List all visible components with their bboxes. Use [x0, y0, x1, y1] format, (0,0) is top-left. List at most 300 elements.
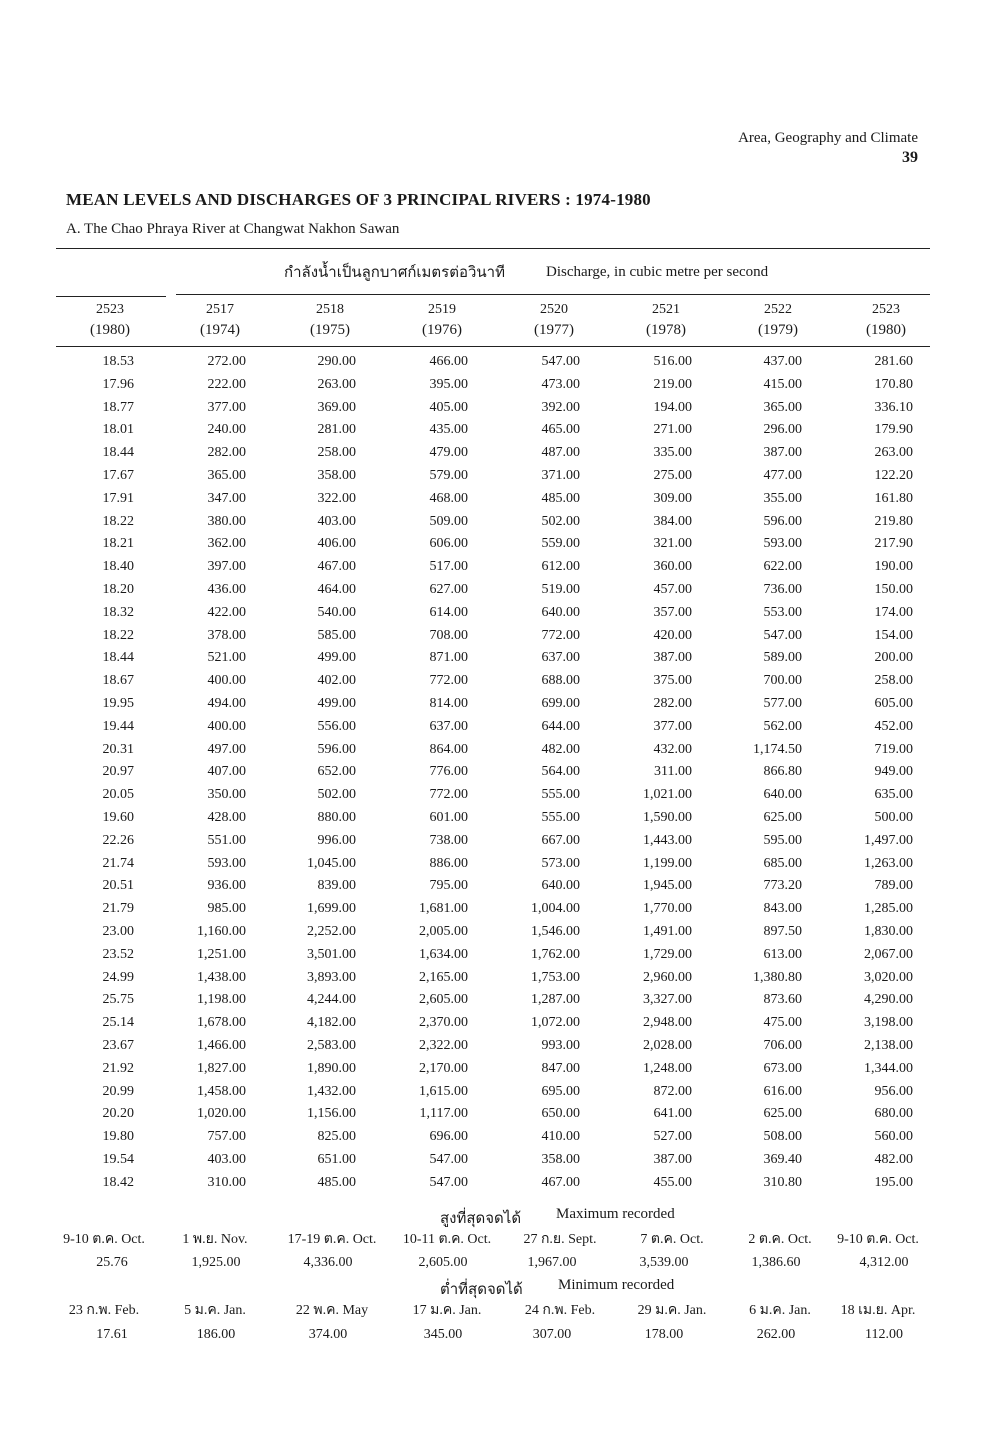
- maximum-value-cell: 2,605.00: [418, 1255, 468, 1270]
- discharge-cell: 839.00: [317, 878, 356, 894]
- level-cell: 18.42: [102, 1174, 134, 1190]
- discharge-cell: 502.00: [541, 513, 580, 529]
- minimum-label-thai: ต่ำที่สุดจดได้: [440, 1282, 523, 1298]
- discharge-cell: 437.00: [763, 354, 802, 369]
- column-header: [499, 300, 609, 340]
- discharge-cell: 641.00: [653, 1106, 692, 1122]
- discharge-cell: 1,762.00: [531, 946, 580, 962]
- discharge-cell: 407.00: [207, 764, 246, 780]
- discharge-cell: 190.00: [874, 559, 913, 575]
- discharge-cell: 355.00: [763, 490, 802, 506]
- table-row: [0, 989, 990, 1012]
- discharge-cell: 956.00: [874, 1083, 913, 1099]
- table-row: [0, 898, 990, 921]
- discharge-cell: 540.00: [317, 604, 356, 620]
- discharge-cell: 1,491.00: [643, 923, 692, 939]
- level-cell: 21.79: [102, 901, 134, 917]
- discharge-cell: 499.00: [317, 695, 356, 711]
- discharge-cell: 564.00: [541, 764, 580, 780]
- table-row: [0, 1035, 990, 1058]
- discharge-cell: 640.00: [541, 604, 580, 620]
- level-cell: 20.97: [102, 764, 134, 780]
- discharge-cell: 282.00: [207, 445, 246, 461]
- column-header: [723, 300, 833, 340]
- table-row: [0, 944, 990, 967]
- discharge-cell: 222.00: [207, 376, 246, 392]
- discharge-cell: 897.50: [763, 923, 802, 939]
- discharge-cell: 358.00: [541, 1151, 580, 1167]
- discharge-cell: 773.20: [763, 878, 802, 894]
- discharge-cell: 627.00: [429, 581, 468, 597]
- discharge-cell: 3,198.00: [864, 1015, 913, 1031]
- table-row: [0, 579, 990, 602]
- maximum-date-cell: 2 ต.ค. Oct.: [748, 1232, 812, 1247]
- table-row: [0, 1126, 990, 1149]
- discharge-cell: 1,615.00: [419, 1083, 468, 1099]
- discharge-cell: 387.00: [763, 445, 802, 461]
- discharge-cell: 310.00: [207, 1174, 246, 1190]
- table-row: [0, 1149, 990, 1172]
- column-year: 2523: [96, 302, 124, 317]
- discharge-cell: 614.00: [429, 604, 468, 620]
- maximum-value-cell: 4,312.00: [859, 1255, 909, 1270]
- discharge-cell: 485.00: [541, 490, 580, 506]
- table-row: [0, 921, 990, 944]
- level-cell: 23.00: [102, 923, 134, 939]
- page-number: 39: [902, 149, 918, 166]
- level-cell: 25.14: [102, 1015, 134, 1031]
- discharge-cell: 432.00: [653, 741, 692, 757]
- column-year: 2519: [428, 302, 456, 317]
- discharge-cell: 357.00: [653, 604, 692, 620]
- discharge-cell: 1,634.00: [419, 946, 468, 962]
- discharge-cell: 757.00: [207, 1129, 246, 1145]
- column-header: [55, 300, 165, 340]
- minimum-date-cell: 17 ม.ค. Jan.: [412, 1303, 482, 1318]
- discharge-cell: 2,138.00: [864, 1037, 913, 1053]
- discharge-cell: 650.00: [541, 1106, 580, 1122]
- discharge-cell: 553.00: [763, 604, 802, 620]
- discharge-cell: 579.00: [429, 467, 468, 483]
- discharge-cell: 1,251.00: [197, 946, 246, 962]
- minimum-value-cell: 17.61: [96, 1327, 128, 1342]
- discharge-cell: 2,948.00: [643, 1015, 692, 1031]
- discharge-cell: 547.00: [429, 1174, 468, 1190]
- discharge-cell: 161.80: [874, 490, 913, 506]
- discharge-cell: 516.00: [653, 354, 692, 369]
- discharge-cell: 258.00: [317, 445, 356, 461]
- column-year-ce: (1974): [200, 322, 240, 338]
- column-header: [387, 300, 497, 340]
- discharge-cell: 467.00: [317, 559, 356, 575]
- level-cell: 19.95: [102, 695, 134, 711]
- discharge-cell: 985.00: [207, 901, 246, 917]
- discharge-cell: 1,945.00: [643, 878, 692, 894]
- discharge-cell: 2,370.00: [419, 1015, 468, 1031]
- column-year-ce: (1980): [90, 322, 130, 338]
- table-row: [0, 693, 990, 716]
- discharge-cell: 789.00: [874, 878, 913, 894]
- discharge-cell: 362.00: [207, 536, 246, 552]
- discharge-cell: 400.00: [207, 718, 246, 734]
- level-cell: 18.67: [102, 673, 134, 689]
- discharge-cell: 866.80: [763, 764, 802, 780]
- table-row: [0, 419, 990, 442]
- discharge-cell: 673.00: [763, 1060, 802, 1076]
- discharge-cell: 2,583.00: [307, 1037, 356, 1053]
- discharge-cell: 1,160.00: [197, 923, 246, 939]
- discharge-cell: 1,004.00: [531, 901, 580, 917]
- level-cell: 21.92: [102, 1060, 134, 1076]
- discharge-header-english: Discharge, in cubic metre per second: [546, 264, 769, 280]
- discharge-cell: 1,021.00: [643, 787, 692, 803]
- discharge-cell: 596.00: [763, 513, 802, 529]
- discharge-cell: 1,770.00: [643, 901, 692, 917]
- discharge-cell: 1,380.80: [753, 969, 802, 985]
- discharge-cell: 380.00: [207, 513, 246, 529]
- discharge-cell: 457.00: [653, 581, 692, 597]
- running-head-text: Area, Geography and Climate: [738, 130, 918, 146]
- discharge-cell: 547.00: [541, 354, 580, 369]
- level-cell: 18.01: [102, 422, 134, 438]
- column-year-ce: (1976): [422, 322, 462, 338]
- level-cell: 20.05: [102, 787, 134, 803]
- level-cell: 19.44: [102, 718, 134, 734]
- discharge-cell: 573.00: [541, 855, 580, 871]
- discharge-cell: 519.00: [541, 581, 580, 597]
- level-cell: 18.40: [102, 559, 134, 575]
- discharge-cell: 1,045.00: [307, 855, 356, 871]
- discharge-cell: 936.00: [207, 878, 246, 894]
- maximum-date-cell: 1 พ.ย. Nov.: [182, 1232, 248, 1247]
- discharge-cell: 547.00: [429, 1151, 468, 1167]
- discharge-cell: 174.00: [874, 604, 913, 620]
- discharge-cell: 736.00: [763, 581, 802, 597]
- discharge-cell: 2,322.00: [419, 1037, 468, 1053]
- level-cell: 18.22: [102, 627, 134, 643]
- discharge-cell: 309.00: [653, 490, 692, 506]
- discharge-cell: 219.80: [874, 513, 913, 529]
- discharge-cell: 378.00: [207, 627, 246, 643]
- discharge-cell: 1,590.00: [643, 809, 692, 825]
- maximum-value-cell: 3,539.00: [639, 1255, 689, 1270]
- discharge-cell: 369.40: [763, 1151, 802, 1167]
- discharge-cell: 473.00: [541, 376, 580, 392]
- discharge-cell: 864.00: [429, 741, 468, 757]
- discharge-cell: 651.00: [317, 1151, 356, 1167]
- level-cell: 18.32: [102, 604, 134, 620]
- level-cell: 20.20: [102, 1106, 134, 1122]
- level-cell: 22.26: [102, 832, 134, 848]
- discharge-cell: 420.00: [653, 627, 692, 643]
- discharge-cell: 2,005.00: [419, 923, 468, 939]
- discharge-cell: 1,199.00: [643, 855, 692, 871]
- discharge-cell: 509.00: [429, 513, 468, 529]
- table-row: [0, 1058, 990, 1081]
- discharge-cell: 311.00: [654, 764, 692, 780]
- discharge-cell: 494.00: [207, 695, 246, 711]
- level-cell: 18.44: [102, 445, 134, 461]
- discharge-cell: 2,960.00: [643, 969, 692, 985]
- discharge-cell: 1,466.00: [197, 1037, 246, 1053]
- column-year-ce: (1979): [758, 322, 798, 338]
- table-row: [0, 556, 990, 579]
- discharge-cell: 150.00: [874, 581, 913, 597]
- discharge-cell: 321.00: [653, 536, 692, 552]
- discharge-cell: 776.00: [429, 764, 468, 780]
- discharge-cell: 499.00: [317, 650, 356, 666]
- column-header: [275, 300, 385, 340]
- discharge-cell: 452.00: [874, 718, 913, 734]
- maximum-label-english: Maximum recorded: [556, 1206, 675, 1222]
- maximum-value-cell: 1,386.60: [751, 1255, 801, 1270]
- discharge-cell: 485.00: [317, 1174, 356, 1190]
- discharge-cell: 1,497.00: [864, 832, 913, 848]
- discharge-cell: 700.00: [763, 673, 802, 689]
- table-row: [0, 533, 990, 556]
- table-row: [0, 442, 990, 465]
- discharge-cell: 410.00: [541, 1129, 580, 1145]
- discharge-cell: 635.00: [874, 787, 913, 803]
- level-cell: 18.20: [102, 581, 134, 597]
- discharge-cell: 402.00: [317, 673, 356, 689]
- discharge-cell: 179.90: [874, 422, 913, 438]
- discharge-cell: 240.00: [207, 422, 246, 438]
- discharge-cell: 1,344.00: [864, 1060, 913, 1076]
- discharge-cell: 272.00: [207, 354, 246, 369]
- column-header: [611, 300, 721, 340]
- level-span-rule: [56, 296, 166, 297]
- column-year: 2520: [540, 302, 568, 317]
- level-cell: 18.44: [102, 650, 134, 666]
- discharge-cell: 521.00: [207, 650, 246, 666]
- discharge-cell: 880.00: [317, 809, 356, 825]
- discharge-cell: 680.00: [874, 1106, 913, 1122]
- table-row: [0, 1081, 990, 1104]
- discharge-cell: 1,699.00: [307, 901, 356, 917]
- discharge-cell: 1,263.00: [864, 855, 913, 871]
- minimum-dates-row: [0, 1300, 990, 1322]
- discharge-span-rule: [176, 294, 930, 295]
- discharge-cell: 2,165.00: [419, 969, 468, 985]
- minimum-value-cell: 307.00: [532, 1327, 572, 1342]
- discharge-cell: 281.00: [317, 422, 356, 438]
- discharge-cell: 613.00: [763, 946, 802, 962]
- discharge-cell: 640.00: [763, 787, 802, 803]
- table-row: [0, 784, 990, 807]
- discharge-cell: 3,893.00: [307, 969, 356, 985]
- discharge-cell: 696.00: [429, 1129, 468, 1145]
- discharge-cell: 1,729.00: [643, 946, 692, 962]
- discharge-cell: 428.00: [207, 809, 246, 825]
- discharge-cell: 555.00: [541, 787, 580, 803]
- discharge-cell: 1,248.00: [643, 1060, 692, 1076]
- discharge-cell: 1,890.00: [307, 1060, 356, 1076]
- discharge-cell: 667.00: [541, 832, 580, 848]
- discharge-cell: 2,028.00: [643, 1037, 692, 1053]
- table-row: [0, 670, 990, 693]
- maximum-date-cell: 27 ก.ย. Sept.: [523, 1232, 597, 1247]
- level-cell: 19.54: [102, 1151, 134, 1167]
- discharge-cell: 872.00: [653, 1083, 692, 1099]
- discharge-cell: 708.00: [429, 627, 468, 643]
- column-year: 2523: [872, 302, 900, 317]
- discharge-cell: 556.00: [317, 718, 356, 734]
- discharge-cell: 122.20: [874, 467, 913, 483]
- discharge-cell: 194.00: [653, 399, 692, 415]
- discharge-cell: 275.00: [653, 467, 692, 483]
- minimum-value-cell: 178.00: [644, 1327, 684, 1342]
- discharge-cell: 479.00: [429, 445, 468, 461]
- discharge-cell: 477.00: [763, 467, 802, 483]
- discharge-cell: 219.00: [653, 376, 692, 392]
- discharge-cell: 2,067.00: [864, 946, 913, 962]
- column-year-ce: (1975): [310, 322, 350, 338]
- discharge-cell: 360.00: [653, 559, 692, 575]
- discharge-cell: 517.00: [429, 559, 468, 575]
- discharge-cell: 195.00: [874, 1174, 913, 1190]
- column-year: 2518: [316, 302, 344, 317]
- discharge-cell: 500.00: [874, 809, 913, 825]
- column-year-ce: (1980): [866, 322, 906, 338]
- minimum-date-cell: 22 พ.ค. May: [295, 1303, 369, 1318]
- discharge-cell: 435.00: [429, 422, 468, 438]
- maximum-value-cell: 25.76: [96, 1255, 128, 1270]
- discharge-cell: 1,681.00: [419, 901, 468, 917]
- level-cell: 20.99: [102, 1083, 134, 1099]
- discharge-cell: 1,198.00: [197, 992, 246, 1008]
- discharge-cell: 738.00: [429, 832, 468, 848]
- minimum-value-cell: 186.00: [196, 1327, 236, 1342]
- discharge-cell: 625.00: [763, 1106, 802, 1122]
- discharge-cell: 622.00: [763, 559, 802, 575]
- discharge-cell: 1,174.50: [753, 741, 802, 757]
- discharge-cell: 335.00: [653, 445, 692, 461]
- discharge-cell: 387.00: [653, 1151, 692, 1167]
- level-cell: 20.31: [102, 741, 134, 757]
- discharge-cell: 1,287.00: [531, 992, 580, 1008]
- discharge-cell: 358.00: [317, 467, 356, 483]
- column-header: [165, 300, 275, 340]
- discharge-cell: 271.00: [653, 422, 692, 438]
- maximum-date-cell: 9-10 ต.ค. Oct.: [837, 1232, 919, 1247]
- maximum-value-cell: 4,336.00: [303, 1255, 353, 1270]
- discharge-cell: 3,020.00: [864, 969, 913, 985]
- discharge-cell: 685.00: [763, 855, 802, 871]
- discharge-cell: 455.00: [653, 1174, 692, 1190]
- minimum-date-cell: 29 ม.ค. Jan.: [637, 1303, 707, 1318]
- discharge-cell: 719.00: [874, 741, 913, 757]
- discharge-cell: 555.00: [541, 809, 580, 825]
- discharge-cell: 593.00: [763, 536, 802, 552]
- discharge-cell: 871.00: [429, 650, 468, 666]
- maximum-date-cell: 10-11 ต.ค. Oct.: [402, 1232, 492, 1247]
- table-row: [0, 761, 990, 784]
- discharge-cell: 616.00: [763, 1083, 802, 1099]
- maximum-values-row: [0, 1252, 990, 1274]
- discharge-cell: 825.00: [317, 1129, 356, 1145]
- discharge-cell: 699.00: [541, 695, 580, 711]
- maximum-value-cell: 1,925.00: [191, 1255, 241, 1270]
- table-row: [0, 602, 990, 625]
- discharge-cell: 465.00: [541, 422, 580, 438]
- discharge-cell: 371.00: [541, 467, 580, 483]
- discharge-cell: 365.00: [207, 467, 246, 483]
- discharge-cell: 365.00: [763, 399, 802, 415]
- table-row: [0, 488, 990, 511]
- discharge-cell: 475.00: [763, 1015, 802, 1031]
- discharge-cell: 1,438.00: [197, 969, 246, 985]
- minimum-value-cell: 345.00: [423, 1327, 463, 1342]
- column-year-ce: (1977): [534, 322, 574, 338]
- discharge-cell: 527.00: [653, 1129, 692, 1145]
- discharge-cell: 640.00: [541, 878, 580, 894]
- discharge-cell: 601.00: [429, 809, 468, 825]
- level-cell: 21.74: [102, 855, 134, 871]
- discharge-cell: 606.00: [429, 536, 468, 552]
- discharge-cell: 395.00: [429, 376, 468, 392]
- discharge-cell: 1,020.00: [197, 1106, 246, 1122]
- discharge-cell: 605.00: [874, 695, 913, 711]
- discharge-cell: 154.00: [874, 627, 913, 643]
- discharge-cell: 1,678.00: [197, 1015, 246, 1031]
- level-cell: 17.91: [102, 490, 134, 506]
- discharge-cell: 585.00: [317, 627, 356, 643]
- maximum-date-cell: 17-19 ต.ค. Oct.: [287, 1232, 377, 1247]
- discharge-cell: 290.00: [317, 354, 356, 369]
- discharge-cell: 1,830.00: [864, 923, 913, 939]
- discharge-cell: 3,501.00: [307, 946, 356, 962]
- discharge-cell: 847.00: [541, 1060, 580, 1076]
- level-cell: 23.67: [102, 1037, 134, 1053]
- level-cell: 18.77: [102, 399, 134, 415]
- discharge-cell: 217.90: [874, 536, 913, 552]
- maximum-label-thai: สูงที่สุดจดได้: [440, 1211, 522, 1227]
- discharge-cell: 502.00: [317, 787, 356, 803]
- table-row: [0, 807, 990, 830]
- table-subtitle: A. The Chao Phraya River at Changwat Nakhon Sawan: [66, 221, 400, 237]
- discharge-cell: 595.00: [763, 832, 802, 848]
- level-cell: 17.96: [102, 376, 134, 392]
- discharge-cell: 369.00: [317, 399, 356, 415]
- discharge-cell: 392.00: [541, 399, 580, 415]
- discharge-cell: 706.00: [763, 1037, 802, 1053]
- discharge-header-thai: กำลังน้ำเป็นลูกบาศก์เมตรต่อวินาที: [284, 265, 505, 281]
- discharge-cell: 497.00: [207, 741, 246, 757]
- minimum-date-cell: 24 ก.พ. Feb.: [524, 1303, 596, 1318]
- discharge-cell: 688.00: [541, 673, 580, 689]
- discharge-cell: 589.00: [763, 650, 802, 666]
- discharge-cell: 387.00: [653, 650, 692, 666]
- discharge-cell: 2,605.00: [419, 992, 468, 1008]
- discharge-cell: 468.00: [429, 490, 468, 506]
- discharge-cell: 347.00: [207, 490, 246, 506]
- discharge-cell: 625.00: [763, 809, 802, 825]
- discharge-cell: 296.00: [763, 422, 802, 438]
- column-year: 2521: [652, 302, 680, 317]
- column-headers: [0, 300, 990, 346]
- discharge-cell: 652.00: [317, 764, 356, 780]
- discharge-cell: 2,170.00: [419, 1060, 468, 1076]
- header-bottom-rule: [56, 346, 930, 347]
- discharge-cell: 400.00: [207, 673, 246, 689]
- discharge-cell: 466.00: [429, 354, 468, 369]
- discharge-cell: 562.00: [763, 718, 802, 734]
- minimum-value-cell: 112.00: [865, 1327, 903, 1342]
- discharge-cell: 843.00: [763, 901, 802, 917]
- discharge-cell: 436.00: [207, 581, 246, 597]
- minimum-value-cell: 374.00: [308, 1327, 348, 1342]
